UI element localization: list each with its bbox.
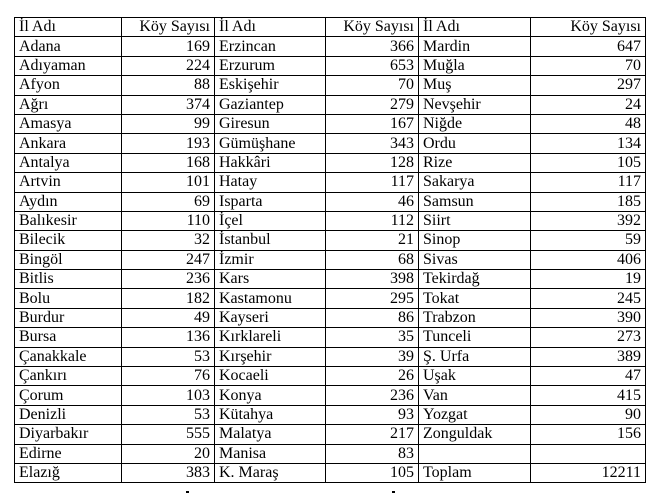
province-name-cell: Amasya	[15, 114, 122, 133]
province-name-cell: Bitlis	[15, 270, 122, 289]
table-row	[15, 114, 646, 133]
table-row	[15, 405, 646, 424]
province-name-cell: K. Maraş	[215, 463, 326, 482]
province-name-cell: Sakarya	[419, 173, 531, 192]
table-row	[15, 270, 646, 289]
village-count-cell: 383	[122, 463, 215, 482]
table-row	[15, 153, 646, 172]
province-name-cell: Aydın	[15, 192, 122, 211]
province-name-cell: Kırşehir	[215, 347, 326, 366]
province-name-cell: Kastamonu	[215, 289, 326, 308]
village-count-cell: 70	[531, 56, 646, 75]
village-count-cell: 70	[326, 76, 419, 95]
province-name-cell: Sivas	[419, 250, 531, 269]
province-name-cell: Bolu	[15, 289, 122, 308]
village-count-cell: 247	[122, 250, 215, 269]
village-count-cell: 647	[531, 37, 646, 56]
province-name-cell: Tokat	[419, 289, 531, 308]
table-row	[15, 367, 646, 386]
village-count-cell: 134	[531, 134, 646, 153]
province-name-cell: Burdur	[15, 308, 122, 327]
province-name-cell: Trabzon	[419, 308, 531, 327]
table-row	[15, 134, 646, 153]
province-name-cell: Hakkâri	[215, 153, 326, 172]
village-count-cell: 245	[531, 289, 646, 308]
province-name-cell: Muş	[419, 76, 531, 95]
province-name-cell: Edirne	[15, 444, 122, 463]
village-count-cell: 279	[326, 95, 419, 114]
village-count-cell: 49	[122, 308, 215, 327]
village-count-cell: 167	[326, 114, 419, 133]
village-count-cell: 297	[531, 76, 646, 95]
province-name-cell: İçel	[215, 211, 326, 230]
village-count-cell: 12211	[531, 463, 646, 482]
province-name-cell: Denizli	[15, 405, 122, 424]
header-count-2: Köy Sayısı	[326, 18, 419, 37]
province-name-cell: Adana	[15, 37, 122, 56]
province-name-cell: Isparta	[215, 192, 326, 211]
province-name-cell: Van	[419, 386, 531, 405]
village-count-cell: 21	[326, 231, 419, 250]
village-count-cell: 46	[326, 192, 419, 211]
province-name-cell: Erzincan	[215, 37, 326, 56]
province-name-cell: Ş. Urfa	[419, 347, 531, 366]
header-province-1: İl Adı	[15, 18, 122, 37]
village-count-cell: 101	[122, 173, 215, 192]
province-name-cell: Çanakkale	[15, 347, 122, 366]
province-name-cell: Sinop	[419, 231, 531, 250]
village-count-cell: 47	[531, 367, 646, 386]
village-count-cell: 88	[122, 76, 215, 95]
province-name-cell: Balıkesir	[15, 211, 122, 230]
province-name-cell: Çorum	[15, 386, 122, 405]
table-body	[15, 37, 646, 483]
province-name-cell: Konya	[215, 386, 326, 405]
village-count-cell: 366	[326, 37, 419, 56]
village-count-cell: 99	[122, 114, 215, 133]
village-count-cell: 168	[122, 153, 215, 172]
table-row	[15, 425, 646, 444]
village-count-cell: 185	[531, 192, 646, 211]
province-name-cell: Gümüşhane	[215, 134, 326, 153]
province-name-cell: Erzurum	[215, 56, 326, 75]
village-count-cell: 68	[326, 250, 419, 269]
village-count-cell: 105	[531, 153, 646, 172]
village-count-cell: 390	[531, 308, 646, 327]
village-count-table	[14, 17, 646, 483]
province-name-cell: Afyon	[15, 76, 122, 95]
table-row	[15, 250, 646, 269]
village-count-cell: 69	[122, 192, 215, 211]
scan-artifact-mark	[392, 491, 395, 493]
table-row	[15, 308, 646, 327]
province-name-cell: Artvin	[15, 173, 122, 192]
village-count-cell: 273	[531, 328, 646, 347]
province-name-cell: Manisa	[215, 444, 326, 463]
header-count-1: Köy Sayısı	[122, 18, 215, 37]
village-count-cell: 415	[531, 386, 646, 405]
village-count-cell: 653	[326, 56, 419, 75]
village-count-cell: 224	[122, 56, 215, 75]
province-name-cell: Bursa	[15, 328, 122, 347]
village-count-cell: 374	[122, 95, 215, 114]
province-name-cell: Çankırı	[15, 367, 122, 386]
province-name-cell: Yozgat	[419, 405, 531, 424]
village-count-cell: 398	[326, 270, 419, 289]
province-name-cell: Toplam	[419, 463, 531, 482]
province-name-cell: Tunceli	[419, 328, 531, 347]
province-name-cell: İstanbul	[215, 231, 326, 250]
header-province-2: İl Adı	[215, 18, 326, 37]
province-name-cell: Diyarbakır	[15, 425, 122, 444]
province-name-cell: Bingöl	[15, 250, 122, 269]
province-name-cell: Kayseri	[215, 308, 326, 327]
village-count-cell: 112	[326, 211, 419, 230]
village-count-cell: 76	[122, 367, 215, 386]
village-count-cell: 90	[531, 405, 646, 424]
village-count-cell: 26	[326, 367, 419, 386]
village-count-cell: 20	[122, 444, 215, 463]
header-row	[15, 18, 646, 37]
table-row	[15, 444, 646, 463]
scan-artifact-mark	[186, 491, 189, 493]
table-row	[15, 173, 646, 192]
province-name-cell: Hatay	[215, 173, 326, 192]
village-count-table-container	[14, 17, 645, 483]
province-name-cell: Giresun	[215, 114, 326, 133]
province-name-cell: Siirt	[419, 211, 531, 230]
province-name-cell: Kocaeli	[215, 367, 326, 386]
province-name-cell: Gaziantep	[215, 95, 326, 114]
table-row	[15, 56, 646, 75]
village-count-cell: 35	[326, 328, 419, 347]
province-name-cell: Niğde	[419, 114, 531, 133]
village-count-cell: 86	[326, 308, 419, 327]
village-count-cell: 117	[326, 173, 419, 192]
village-count-cell: 128	[326, 153, 419, 172]
province-name-cell: Antalya	[15, 153, 122, 172]
village-count-cell: 53	[122, 405, 215, 424]
village-count-cell: 117	[531, 173, 646, 192]
table-row	[15, 76, 646, 95]
province-name-cell: Muğla	[419, 56, 531, 75]
village-count-cell: 343	[326, 134, 419, 153]
village-count-cell: 392	[531, 211, 646, 230]
village-count-cell: 406	[531, 250, 646, 269]
province-name-cell: Kırklareli	[215, 328, 326, 347]
province-name-cell	[419, 444, 531, 463]
province-name-cell: Kars	[215, 270, 326, 289]
province-name-cell: Tekirdağ	[419, 270, 531, 289]
table-row	[15, 328, 646, 347]
village-count-cell: 217	[326, 425, 419, 444]
village-count-cell: 193	[122, 134, 215, 153]
header-province-3: İl Adı	[419, 18, 531, 37]
village-count-cell: 156	[531, 425, 646, 444]
province-name-cell: Elazığ	[15, 463, 122, 482]
header-count-3: Köy Sayısı	[531, 18, 646, 37]
table-row	[15, 347, 646, 366]
table-row	[15, 95, 646, 114]
village-count-cell: 105	[326, 463, 419, 482]
village-count-cell: 136	[122, 328, 215, 347]
village-count-cell: 48	[531, 114, 646, 133]
village-count-cell: 236	[122, 270, 215, 289]
village-count-cell	[531, 444, 646, 463]
province-name-cell: Adıyaman	[15, 56, 122, 75]
province-name-cell: Ağrı	[15, 95, 122, 114]
province-name-cell: İzmir	[215, 250, 326, 269]
province-name-cell: Mardin	[419, 37, 531, 56]
table-row	[15, 211, 646, 230]
village-count-cell: 182	[122, 289, 215, 308]
village-count-cell: 389	[531, 347, 646, 366]
province-name-cell: Malatya	[215, 425, 326, 444]
village-count-cell: 93	[326, 405, 419, 424]
province-name-cell: Samsun	[419, 192, 531, 211]
table-row	[15, 463, 646, 482]
province-name-cell: Ordu	[419, 134, 531, 153]
village-count-cell: 236	[326, 386, 419, 405]
province-name-cell: Ankara	[15, 134, 122, 153]
province-name-cell: Uşak	[419, 367, 531, 386]
village-count-cell: 295	[326, 289, 419, 308]
village-count-cell: 59	[531, 231, 646, 250]
village-count-cell: 32	[122, 231, 215, 250]
table-row	[15, 386, 646, 405]
province-name-cell: Eskişehir	[215, 76, 326, 95]
village-count-cell: 83	[326, 444, 419, 463]
village-count-cell: 24	[531, 95, 646, 114]
village-count-cell: 19	[531, 270, 646, 289]
table-row	[15, 289, 646, 308]
village-count-cell: 103	[122, 386, 215, 405]
village-count-cell: 110	[122, 211, 215, 230]
province-name-cell: Nevşehir	[419, 95, 531, 114]
province-name-cell: Rize	[419, 153, 531, 172]
province-name-cell: Bilecik	[15, 231, 122, 250]
table-row	[15, 231, 646, 250]
province-name-cell: Zonguldak	[419, 425, 531, 444]
village-count-cell: 169	[122, 37, 215, 56]
province-name-cell: Kütahya	[215, 405, 326, 424]
table-row	[15, 37, 646, 56]
village-count-cell: 53	[122, 347, 215, 366]
village-count-cell: 555	[122, 425, 215, 444]
village-count-cell: 39	[326, 347, 419, 366]
table-row	[15, 192, 646, 211]
